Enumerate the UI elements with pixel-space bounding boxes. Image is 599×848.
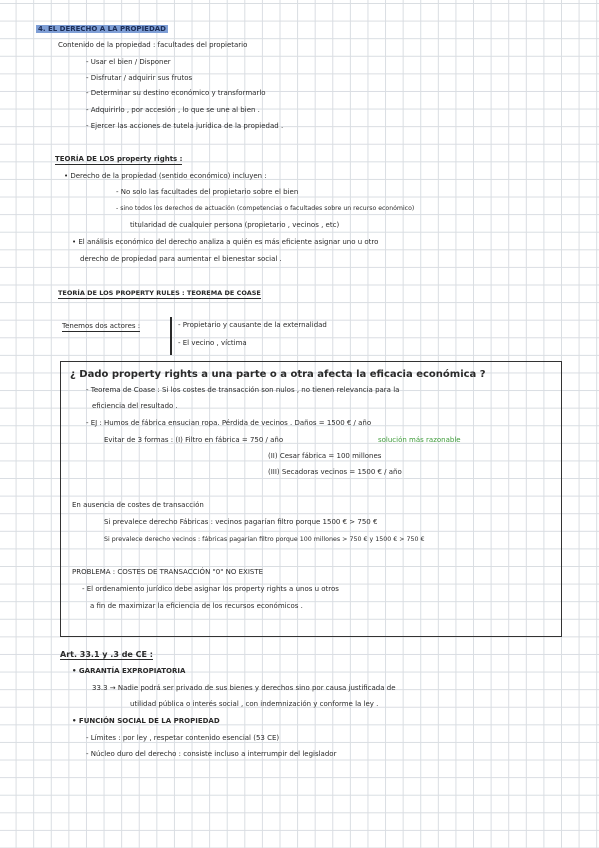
- line-disfrutar: - Disfrutar / adquirir sus frutos: [86, 74, 193, 82]
- heading-property-rules: TEORÍA DE LOS PROPERTY RULES : TEOREMA DE COASE: [58, 289, 261, 297]
- section-heading-text: 4. EL DERECHO A LA PROPIEDAD: [38, 25, 166, 33]
- line-prevalece-fabricas: Si prevalece derecho Fábricas : vecinos pagarían filtro porque 1500 € > 750 €: [104, 518, 378, 526]
- line-maximizar: a fin de maximizar la eficiencia de los recursos económicos .: [90, 602, 303, 610]
- line-ausencia: En ausencia de costes de transacción: [72, 501, 204, 509]
- line-nucleo: - Núcleo duro del derecho : consiste incluso a interrumpir del legislador: [86, 750, 337, 758]
- line-adquirir: - Adquirirlo , por accesión , lo que se une al bien .: [86, 106, 260, 114]
- line-bienestar: derecho de propiedad para aumentar el bienestar social .: [80, 255, 282, 263]
- line-no-solo: - No solo las facultades del propietario sobre el bien: [116, 188, 299, 196]
- line-problema: PROBLEMA : COSTES DE TRANSACCIÓN "0" NO EXISTE: [72, 568, 264, 576]
- question-heading: ¿ Dado property rights a una parte o a otra afecta la eficacia económica ?: [70, 369, 486, 380]
- line-analisis: • El análisis económico del derecho analiza a quién es más eficiente asignar uno u otro: [72, 238, 379, 246]
- line-evitar: Evitar de 3 formas : (I) Filtro en fábrica = 750 / año: [104, 436, 284, 444]
- heading-property-rights: TEORÍA DE LOS property rights :: [55, 155, 183, 163]
- line-contenido: Contenido de la propiedad : facultades del propietario: [58, 41, 248, 49]
- line-usar: - Usar el bien / Disponer: [86, 58, 171, 66]
- line-utilidad: utilidad pública o interés social , con indemnización y conforme la ley .: [130, 700, 379, 708]
- line-cesar: (II) Cesar fábrica = 100 millones: [268, 452, 382, 460]
- line-derecho-propiedad: • Derecho de la propiedad (sentido económico) incluyen :: [64, 172, 267, 180]
- line-vecino: - El vecino , víctima: [178, 339, 247, 347]
- line-33-3: 33.3 → Nadie podrá ser privado de sus bienes y derechos sino por causa justificada de: [92, 684, 396, 692]
- line-sino: - sino todos los derechos de actuación (competencias o facultades sobre un recurso económico): [116, 205, 415, 212]
- line-ordenamiento: - El ordenamiento jurídico debe asignar los property rights a unos u otros: [82, 585, 339, 593]
- line-ejemplo: - EJ : Humos de fábrica ensucian ropa. Pérdida de vecinos . Daños = 1500 € / año: [86, 419, 372, 427]
- line-actores: Tenemos dos actores :: [62, 322, 141, 330]
- line-garantia: • GARANTÍA EXPROPIATORIA: [72, 667, 186, 675]
- line-solucion: solución más razonable: [378, 436, 461, 444]
- line-titularidad: titularidad de cualquier persona (propietario , vecinos , etc): [130, 221, 340, 229]
- line-propietario: - Propietario y causante de la externalidad: [178, 321, 327, 329]
- line-eficiencia: eficiencia del resultado .: [92, 402, 178, 410]
- line-funcion-social: • FUNCIÓN SOCIAL DE LA PROPIEDAD: [72, 717, 220, 725]
- section-heading: [36, 25, 168, 34]
- line-prevalece-vecinos: Si prevalece derecho vecinos : fábricas pagarían filtro porque 100 millones > 750 € y 1500 € > 750 €: [104, 536, 425, 543]
- brace-bar: [170, 317, 172, 355]
- line-secadoras: (III) Secadoras vecinos = 1500 € / año: [268, 468, 402, 476]
- line-teorema-coase: - Teorema de Coase : Si los costes de transacción son nulos , no tienen relevancia para la: [86, 386, 400, 394]
- line-limites: - Límites : por ley , respetar contenido esencial (53 CE): [86, 734, 280, 742]
- line-ejercer: - Ejercer las acciones de tutela jurídica de la propiedad .: [86, 122, 284, 130]
- heading-art-33: Art. 33.1 y .3 de CE :: [60, 650, 153, 659]
- line-determinar: - Determinar su destino económico y transformarlo: [86, 89, 266, 97]
